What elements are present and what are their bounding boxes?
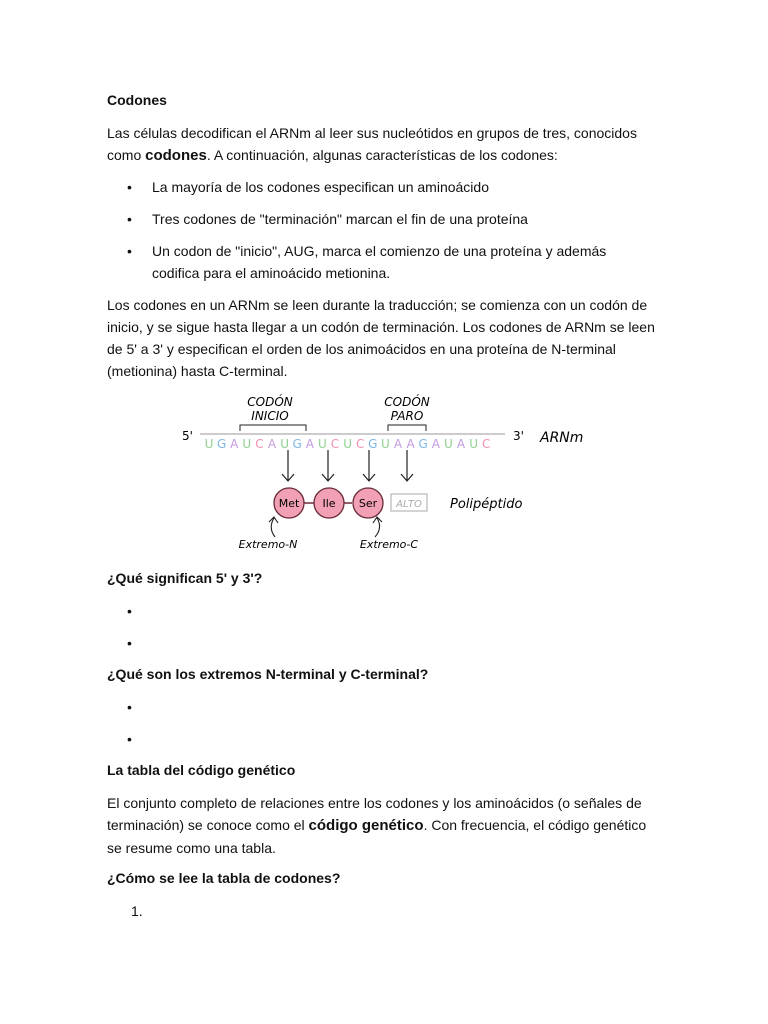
stop-codon-bracket (388, 425, 426, 431)
polypeptide-label: Polipéptido (450, 497, 523, 512)
nucleotide: U (318, 437, 327, 451)
nucleotide: C (356, 437, 365, 451)
bullet-icon: • (127, 603, 132, 619)
tabla-text-pre: El conjunto completo de relaciones entre los codones y los aminoácidos (o señales de terminación) se conoce como el (107, 795, 642, 833)
nucleotide: C (255, 437, 264, 451)
list-item-text: Tres codones de "terminación" marcan el fin de una proteína (152, 211, 528, 227)
c-end-arrow-icon (373, 517, 382, 537)
heading-tabla: La tabla del código genético (107, 762, 296, 778)
amino-acid-ile-label: Ile (322, 497, 336, 510)
n-end-label: Extremo-N (238, 538, 298, 551)
nucleotide: A (406, 437, 415, 451)
arrow-ile-icon (322, 450, 334, 481)
nucleotide: U (242, 437, 252, 451)
nucleotide: G (368, 437, 378, 451)
start-codon-bracket (240, 425, 306, 431)
intro-keyword: codones (145, 147, 207, 164)
nucleotide: A (305, 437, 314, 451)
nucleotide: U (469, 437, 478, 451)
intro-text-post: . A continuación, algunas características de los codones: (206, 147, 558, 163)
tabla-keyword: código genético (308, 817, 424, 834)
bullet-icon: • (127, 211, 132, 227)
start-codon-label-2: INICIO (251, 409, 289, 423)
tabla-paragraph (107, 792, 659, 859)
nucleotide: A (456, 437, 466, 451)
list-item-marker: 1. (131, 903, 143, 919)
stop-codon-label-2: PARO (390, 409, 424, 423)
nucleotide: U (343, 437, 352, 451)
nucleotide: C (482, 437, 491, 451)
intro-text-pre: Las células decodifican el ARNm al leer sus nucleótidos en grupos de tres, conocidos como (107, 125, 637, 163)
codones-intro (107, 122, 659, 167)
nucleotide: A (267, 437, 277, 451)
amino-acid-ser-label: Ser (358, 497, 378, 510)
stop-label: ALTO (396, 499, 422, 510)
nucleotide: G (216, 437, 227, 451)
nucleotide: C (330, 437, 340, 451)
tabla-text-post: . Con frecuencia, el código genético se resume como una tabla. (107, 817, 647, 856)
amino-acid-met-label: Met (278, 497, 300, 510)
bullet-icon: • (127, 699, 132, 715)
nucleotide: A (431, 437, 440, 451)
bullet-icon: • (127, 179, 132, 195)
stop-codon-label-1: CODÓN (384, 395, 430, 409)
mrna-translation-diagram (170, 385, 590, 560)
heading-q2: ¿Qué son los extremos N-terminal y C-terminal? (107, 666, 429, 682)
arrow-stop-icon (401, 450, 413, 481)
bullet-icon: • (127, 243, 132, 259)
start-codon-label-1: CODÓN (247, 395, 293, 409)
n-end-arrow-icon (269, 517, 278, 537)
heading-codones: Codones (107, 92, 167, 108)
list-item-text: La mayoría de los codones especifican un aminoácido (152, 179, 489, 195)
nucleotide: U (381, 437, 390, 451)
nucleotide: U (204, 437, 214, 451)
bullet-icon: • (127, 731, 132, 747)
three-prime-label: 3' (513, 429, 524, 443)
arrow-met-icon (282, 450, 294, 481)
nucleotide: A (393, 437, 403, 451)
heading-q3: ¿Cómo se lee la tabla de codones? (107, 870, 341, 886)
nucleotide: G (292, 437, 302, 451)
heading-q1: ¿Qué significan 5' y 3'? (107, 570, 263, 586)
codones-paragraph: Los codones en un ARNm se leen durante la traducción; se comienza con un codón de inicio, y se sigue hasta llegar a un codón de terminación. Los codones de ARNm se leen de 5' a 3' y especifican el orden de los animoácidos en una proteína de N-terminal (metionina) hasta C-terminal. (107, 297, 655, 379)
nucleotide: G (418, 437, 428, 451)
mrna-label: ARNm (540, 430, 584, 446)
nucleotide: U (280, 437, 289, 451)
bullet-icon: • (127, 635, 132, 651)
nucleotide: U (444, 437, 453, 451)
arrow-ser-icon (363, 450, 375, 481)
list-item-text: Un codon de "inicio", AUG, marca el comienzo de una proteína y además codifica para el aminoácido metionina. (152, 243, 607, 281)
five-prime-label: 5' (182, 429, 193, 443)
nucleotide-sequence (205, 437, 491, 451)
nucleotide: A (230, 437, 239, 451)
c-end-label: Extremo-C (359, 538, 419, 551)
